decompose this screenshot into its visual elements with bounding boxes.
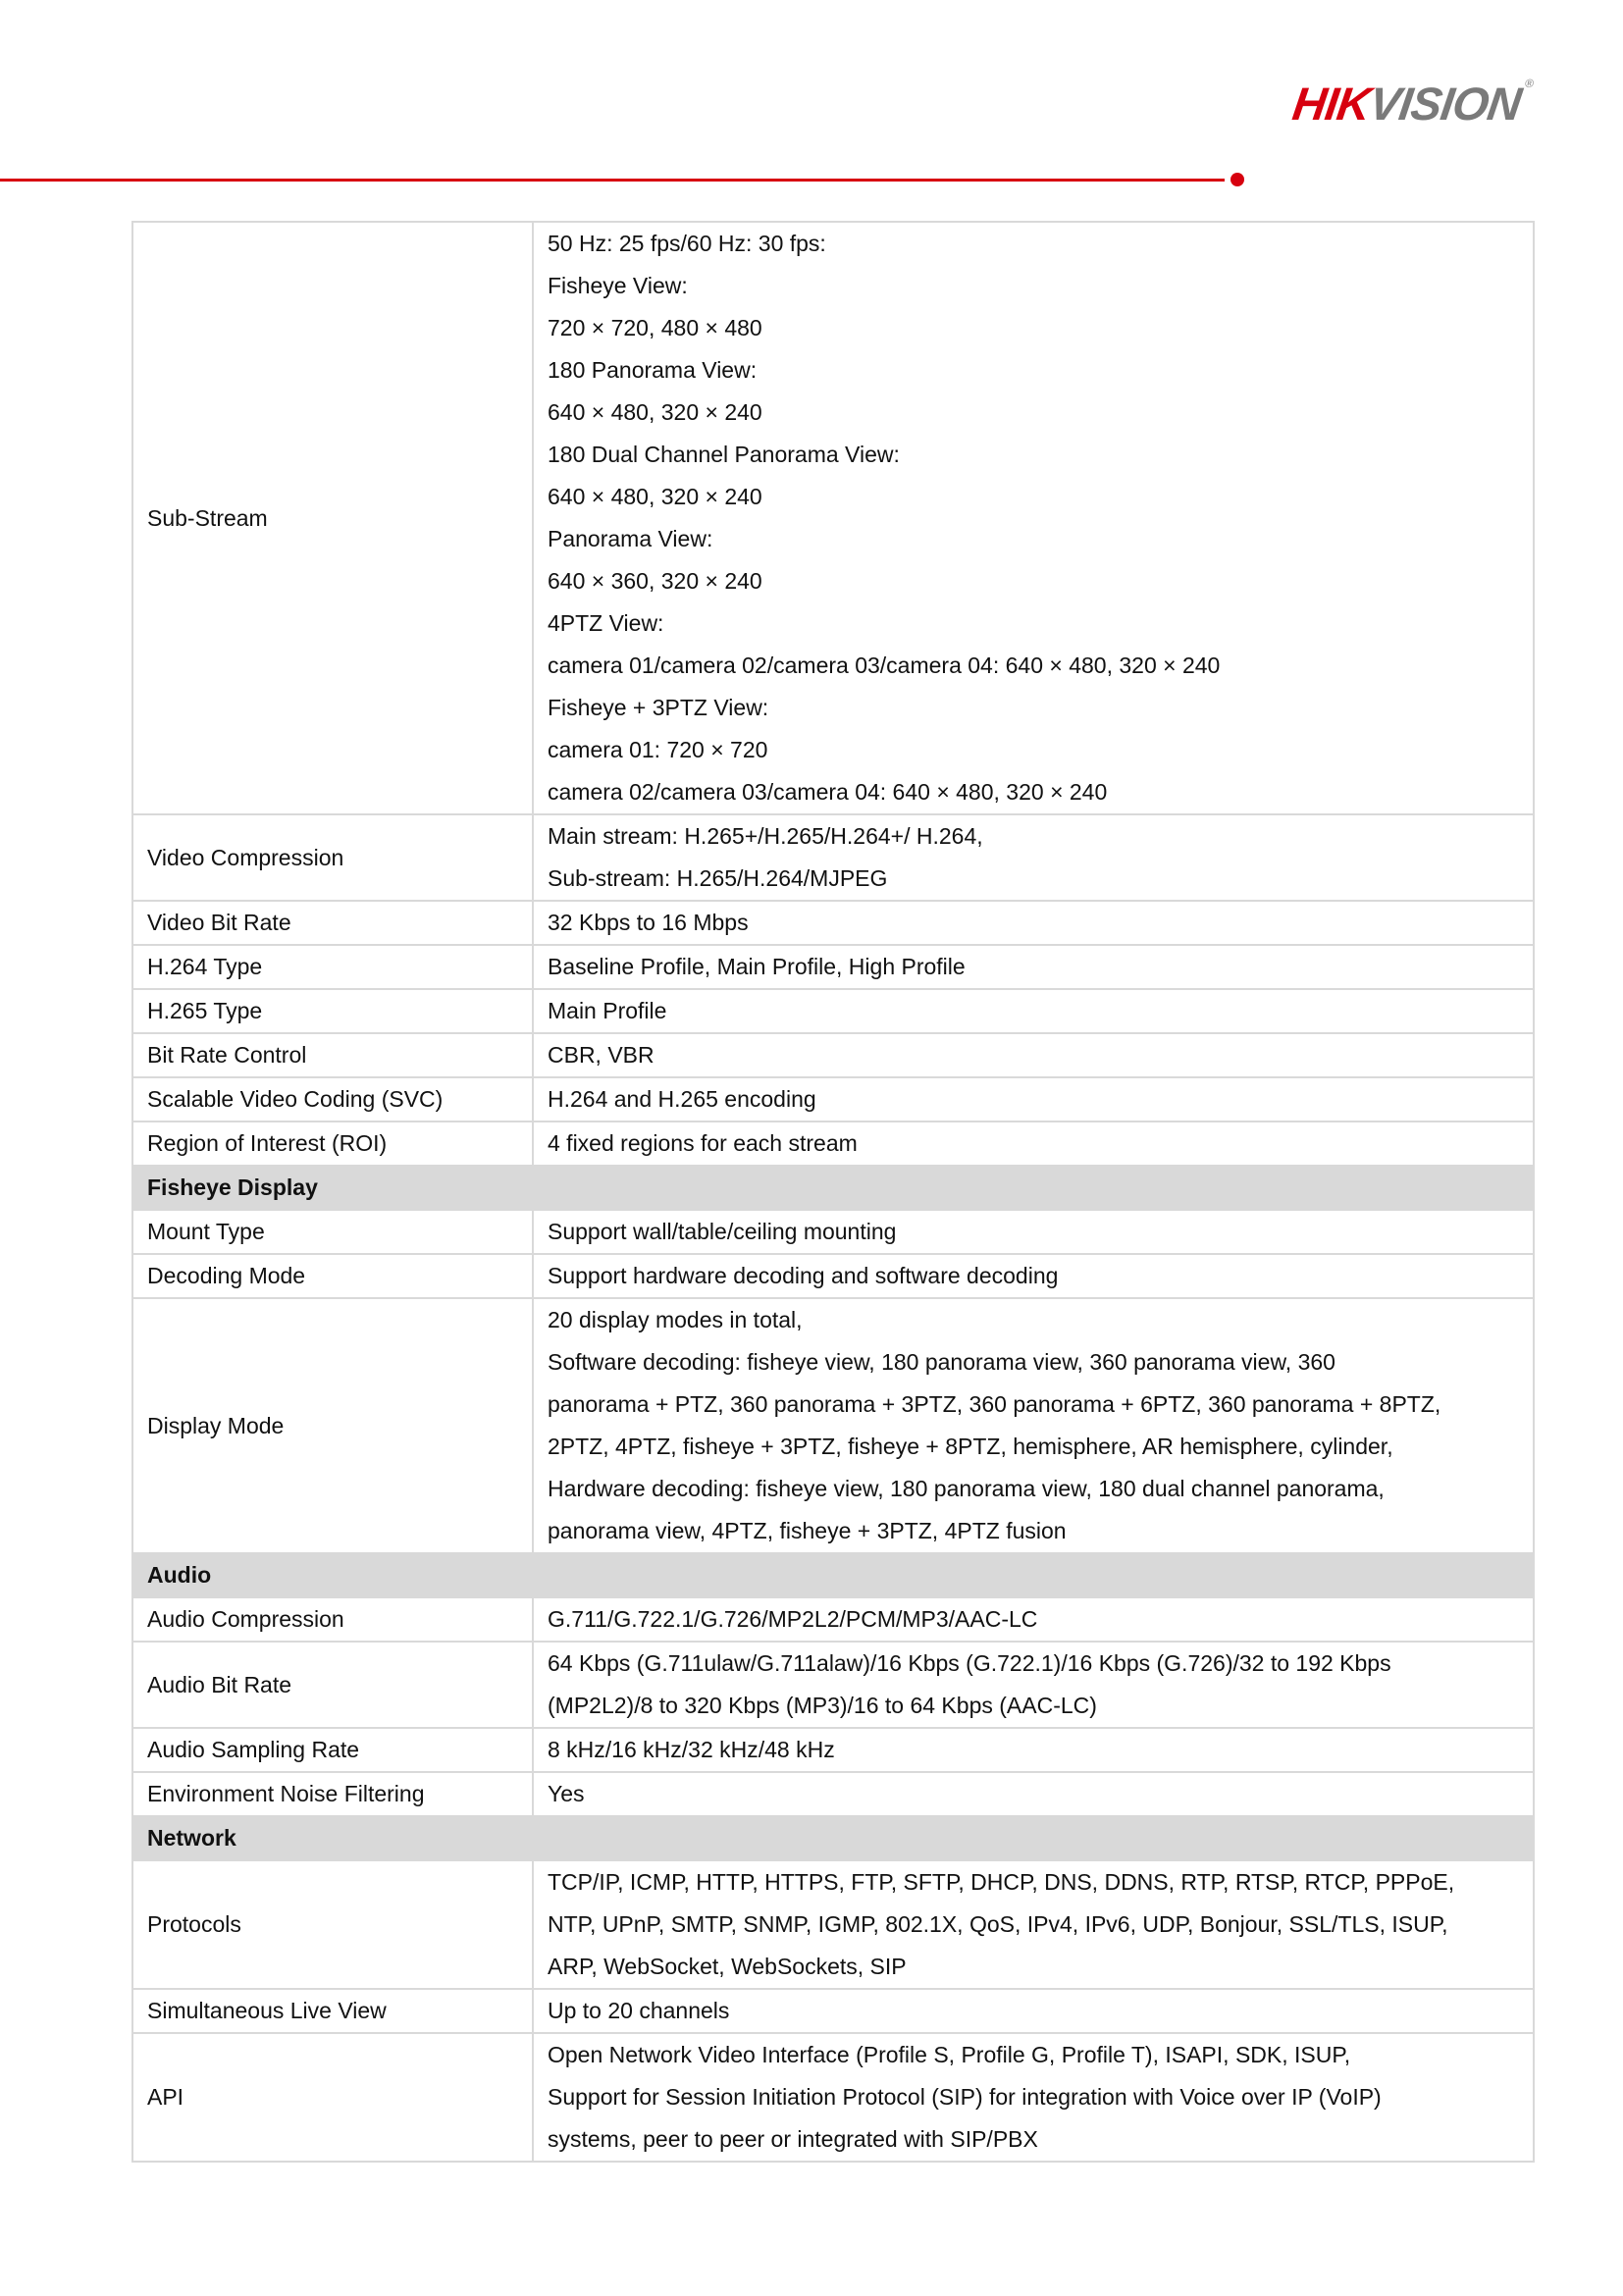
spec-row xyxy=(132,222,1534,814)
spec-value xyxy=(533,1254,1534,1298)
spec-value-line: 32 Kbps to 16 Mbps xyxy=(548,910,749,935)
section-title: Fisheye Display xyxy=(132,1166,1534,1210)
spec-label: Environment Noise Filtering xyxy=(132,1772,533,1816)
spec-row xyxy=(132,1772,1534,1816)
spec-value-line: 720 × 720, 480 × 480 xyxy=(548,315,762,340)
spec-row xyxy=(132,901,1534,945)
header-divider-dot xyxy=(1230,173,1244,186)
section-header-row xyxy=(132,1553,1534,1597)
spec-value-line: 20 display modes in total, xyxy=(548,1307,803,1332)
spec-value-line: 2PTZ, 4PTZ, fisheye + 3PTZ, fisheye + 8PTZ, hemisphere, AR hemisphere, cylinder, xyxy=(548,1434,1393,1459)
spec-value xyxy=(533,1210,1534,1254)
spec-value-line: CBR, VBR xyxy=(548,1042,654,1068)
spec-value-line: systems, peer to peer or integrated with SIP/PBX xyxy=(548,2126,1038,2152)
spec-label: Audio Sampling Rate xyxy=(132,1728,533,1772)
spec-value xyxy=(533,989,1534,1033)
spec-value-line: TCP/IP, ICMP, HTTP, HTTPS, FTP, SFTP, DHCP, DNS, DDNS, RTP, RTSP, RTCP, PPPoE, xyxy=(548,1869,1455,1895)
section-header-row xyxy=(132,1816,1534,1860)
spec-value-line: Hardware decoding: fisheye view, 180 panorama view, 180 dual channel panorama, xyxy=(548,1476,1385,1501)
spec-row xyxy=(132,1033,1534,1077)
spec-value-line: 640 × 360, 320 × 240 xyxy=(548,568,762,594)
spec-value-line: panorama view, 4PTZ, fisheye + 3PTZ, 4PTZ fusion xyxy=(548,1518,1067,1543)
spec-value xyxy=(533,1597,1534,1642)
spec-value xyxy=(533,222,1534,814)
spec-value-line: Support for Session Initiation Protocol (SIP) for integration with Voice over IP (VoIP) xyxy=(548,2084,1382,2110)
spec-label: Protocols xyxy=(132,1860,533,1989)
spec-value xyxy=(533,1077,1534,1122)
spec-value-line: camera 01: 720 × 720 xyxy=(548,737,768,762)
spec-row xyxy=(132,1860,1534,1989)
spec-label: H.264 Type xyxy=(132,945,533,989)
spec-value xyxy=(533,1122,1534,1166)
spec-value-line: 64 Kbps (G.711ulaw/G.711alaw)/16 Kbps (G.722.1)/16 Kbps (G.726)/32 to 192 Kbps xyxy=(548,1650,1391,1676)
spec-value-line: Fisheye View: xyxy=(548,273,688,298)
spec-value xyxy=(533,901,1534,945)
spec-value-line: Baseline Profile, Main Profile, High Profile xyxy=(548,954,966,979)
section-title: Network xyxy=(132,1816,1534,1860)
spec-value-line: 50 Hz: 25 fps/60 Hz: 30 fps: xyxy=(548,231,826,256)
spec-row xyxy=(132,1210,1534,1254)
spec-value xyxy=(533,945,1534,989)
spec-value-line: 4 fixed regions for each stream xyxy=(548,1130,858,1156)
spec-label: API xyxy=(132,2033,533,2162)
spec-row xyxy=(132,2033,1534,2162)
spec-value-line: Up to 20 channels xyxy=(548,1998,730,2023)
spec-value-line: (MP2L2)/8 to 320 Kbps (MP3)/16 to 64 Kbps (AAC-LC) xyxy=(548,1693,1097,1718)
spec-value-line: Support wall/table/ceiling mounting xyxy=(548,1219,897,1244)
spec-label: Region of Interest (ROI) xyxy=(132,1122,533,1166)
spec-value xyxy=(533,1642,1534,1728)
spec-label: Video Bit Rate xyxy=(132,901,533,945)
hikvision-logo: HIKVISION® xyxy=(1289,77,1534,130)
spec-label: Display Mode xyxy=(132,1298,533,1553)
section-title: Audio xyxy=(132,1553,1534,1597)
spec-row xyxy=(132,989,1534,1033)
spec-label: H.265 Type xyxy=(132,989,533,1033)
spec-row xyxy=(132,814,1534,901)
spec-value-line: G.711/G.722.1/G.726/MP2L2/PCM/MP3/AAC-LC xyxy=(548,1606,1038,1632)
spec-label: Audio Compression xyxy=(132,1597,533,1642)
spec-label: Simultaneous Live View xyxy=(132,1989,533,2033)
spec-value xyxy=(533,1298,1534,1553)
spec-value xyxy=(533,1772,1534,1816)
spec-row xyxy=(132,1254,1534,1298)
spec-label: Audio Bit Rate xyxy=(132,1642,533,1728)
spec-label: Decoding Mode xyxy=(132,1254,533,1298)
spec-table xyxy=(131,221,1535,2163)
spec-value-line: camera 02/camera 03/camera 04: 640 × 480, 320 × 240 xyxy=(548,779,1108,805)
spec-row xyxy=(132,1597,1534,1642)
spec-value-line: H.264 and H.265 encoding xyxy=(548,1086,816,1112)
spec-value xyxy=(533,1989,1534,2033)
spec-row xyxy=(132,1642,1534,1728)
spec-value-line: NTP, UPnP, SMTP, SNMP, IGMP, 802.1X, QoS, IPv4, IPv6, UDP, Bonjour, SSL/TLS, ISUP, xyxy=(548,1911,1448,1937)
spec-value-line: Main stream: H.265+/H.265/H.264+/ H.264, xyxy=(548,823,983,849)
spec-label: Bit Rate Control xyxy=(132,1033,533,1077)
spec-value-line: 180 Panorama View: xyxy=(548,357,758,383)
spec-value-line: Support hardware decoding and software decoding xyxy=(548,1263,1059,1288)
spec-label: Mount Type xyxy=(132,1210,533,1254)
spec-row xyxy=(132,1298,1534,1553)
spec-value-line: 640 × 480, 320 × 240 xyxy=(548,484,762,509)
spec-value-line: Yes xyxy=(548,1781,585,1806)
spec-row xyxy=(132,1728,1534,1772)
section-header-row xyxy=(132,1166,1534,1210)
spec-value xyxy=(533,814,1534,901)
spec-value-line: Open Network Video Interface (Profile S, Profile G, Profile T), ISAPI, SDK, ISUP, xyxy=(548,2042,1351,2067)
spec-value-line: ARP, WebSocket, WebSockets, SIP xyxy=(548,1954,907,1979)
spec-value-line: Main Profile xyxy=(548,998,667,1023)
spec-row xyxy=(132,945,1534,989)
spec-value-line: camera 01/camera 02/camera 03/camera 04: 640 × 480, 320 × 240 xyxy=(548,652,1221,678)
spec-value-line: 640 × 480, 320 × 240 xyxy=(548,399,762,425)
spec-label: Video Compression xyxy=(132,814,533,901)
spec-value-line: 8 kHz/16 kHz/32 kHz/48 kHz xyxy=(548,1737,835,1762)
spec-value xyxy=(533,1728,1534,1772)
spec-value xyxy=(533,2033,1534,2162)
spec-value-line: Sub-stream: H.265/H.264/MJPEG xyxy=(548,865,888,891)
spec-value-line: 180 Dual Channel Panorama View: xyxy=(548,442,900,467)
spec-row xyxy=(132,1989,1534,2033)
spec-value xyxy=(533,1860,1534,1989)
spec-label: Sub-Stream xyxy=(132,222,533,814)
spec-value xyxy=(533,1033,1534,1077)
header-divider-line xyxy=(0,179,1225,182)
spec-value-line: Fisheye + 3PTZ View: xyxy=(548,695,769,720)
spec-value-line: Panorama View: xyxy=(548,526,713,551)
spec-value-line: 4PTZ View: xyxy=(548,610,664,636)
spec-row xyxy=(132,1077,1534,1122)
spec-value-line: panorama + PTZ, 360 panorama + 3PTZ, 360 panorama + 6PTZ, 360 panorama + 8PTZ, xyxy=(548,1391,1441,1417)
spec-value-line: Software decoding: fisheye view, 180 panorama view, 360 panorama view, 360 xyxy=(548,1349,1335,1375)
spec-row xyxy=(132,1122,1534,1166)
spec-label: Scalable Video Coding (SVC) xyxy=(132,1077,533,1122)
